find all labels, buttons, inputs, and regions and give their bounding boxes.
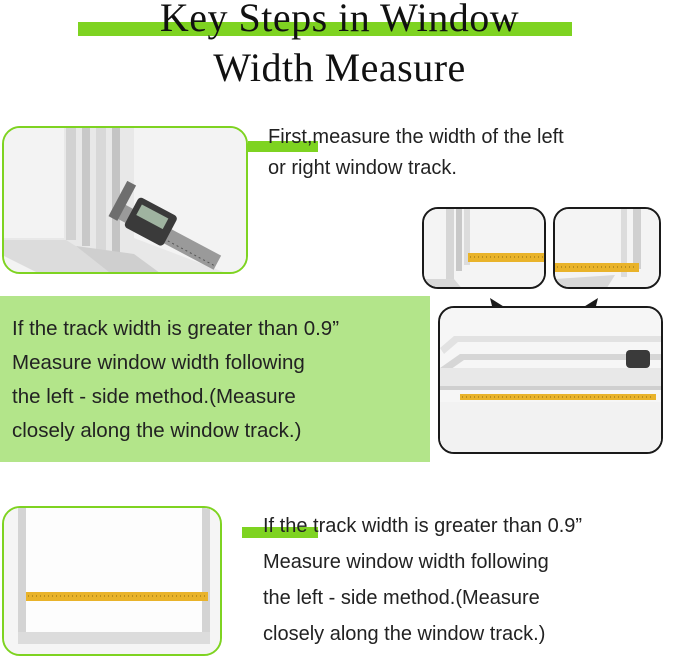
window-bottom-photo (2, 506, 222, 656)
note-line-3: the left - side method.(Measure (12, 385, 296, 408)
step3-text-line-3: the left - side method.(Measure (263, 587, 540, 609)
caliper-photo (2, 126, 248, 274)
step1-text-line-1: First,measure the width of the left (268, 126, 564, 148)
step3-text-line-2: Measure window width following (263, 551, 549, 573)
window-track-photo (438, 306, 663, 454)
note-line-1: If the track width is greater than 0.9” (12, 317, 340, 340)
page-title-line-2: Width Measure (213, 45, 466, 90)
step3-text-line-4: closely along the window track.) (263, 623, 546, 645)
left-track-closeup (422, 207, 546, 289)
note-box (0, 296, 430, 462)
note-line-4: closely along the window track.) (12, 419, 302, 442)
page-title-line-1: Key Steps in Window (159, 0, 520, 40)
step1-text-line-2: or right window track. (268, 157, 457, 179)
note-line-2: Measure window width following (12, 351, 305, 374)
right-track-closeup (553, 207, 661, 289)
step3-text-line-1: If the track width is greater than 0.9” (263, 515, 583, 537)
